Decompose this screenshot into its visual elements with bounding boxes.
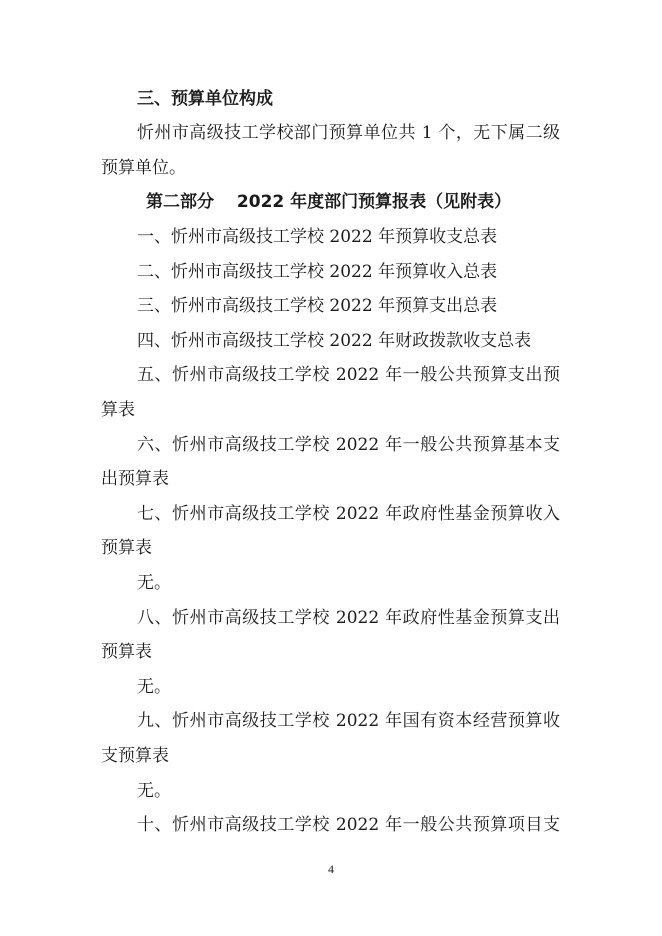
page-number: 4 bbox=[328, 862, 334, 876]
list-item-4: 四、忻州市高级技工学校 2022 年财政拨款收支总表 bbox=[137, 331, 532, 351]
list-item-7-cont: 预算表 bbox=[101, 538, 152, 558]
list-item-6-cont: 出预算表 bbox=[101, 469, 169, 489]
list-item-10: 十、忻州市高级技工学校 2022 年一般公共预算项目支 bbox=[137, 815, 560, 835]
list-item-8-cont: 预算表 bbox=[101, 642, 152, 662]
list-item-2: 二、忻州市高级技工学校 2022 年预算收入总表 bbox=[137, 262, 498, 282]
list-item-1: 一、忻州市高级技工学校 2022 年预算收支总表 bbox=[137, 227, 498, 247]
part-heading: 第二部分 2022 年度部门预算报表（见附表） bbox=[146, 192, 512, 212]
list-item-5: 五、忻州市高级技工学校 2022 年一般公共预算支出预 bbox=[137, 365, 560, 385]
paragraph-line-1: 忻州市高级技工学校部门预算单位共 1 个，无下属二级 bbox=[137, 123, 560, 143]
list-item-7: 七、忻州市高级技工学校 2022 年政府性基金预算收入 bbox=[137, 504, 560, 524]
paragraph-line-2: 预算单位。 bbox=[101, 158, 186, 178]
list-item-8-note: 无。 bbox=[137, 677, 171, 697]
list-item-6: 六、忻州市高级技工学校 2022 年一般公共预算基本支 bbox=[137, 435, 560, 455]
list-item-9-cont: 支预算表 bbox=[101, 746, 169, 766]
list-item-7-note: 无。 bbox=[137, 573, 171, 593]
section-heading: 三、预算单位构成 bbox=[137, 89, 273, 109]
list-item-9-note: 无。 bbox=[137, 781, 171, 801]
list-item-9: 九、忻州市高级技工学校 2022 年国有资本经营预算收 bbox=[137, 711, 560, 731]
list-item-8: 八、忻州市高级技工学校 2022 年政府性基金预算支出 bbox=[137, 608, 560, 628]
list-item-3: 三、忻州市高级技工学校 2022 年预算支出总表 bbox=[137, 296, 498, 316]
list-item-5-cont: 算表 bbox=[101, 400, 135, 420]
